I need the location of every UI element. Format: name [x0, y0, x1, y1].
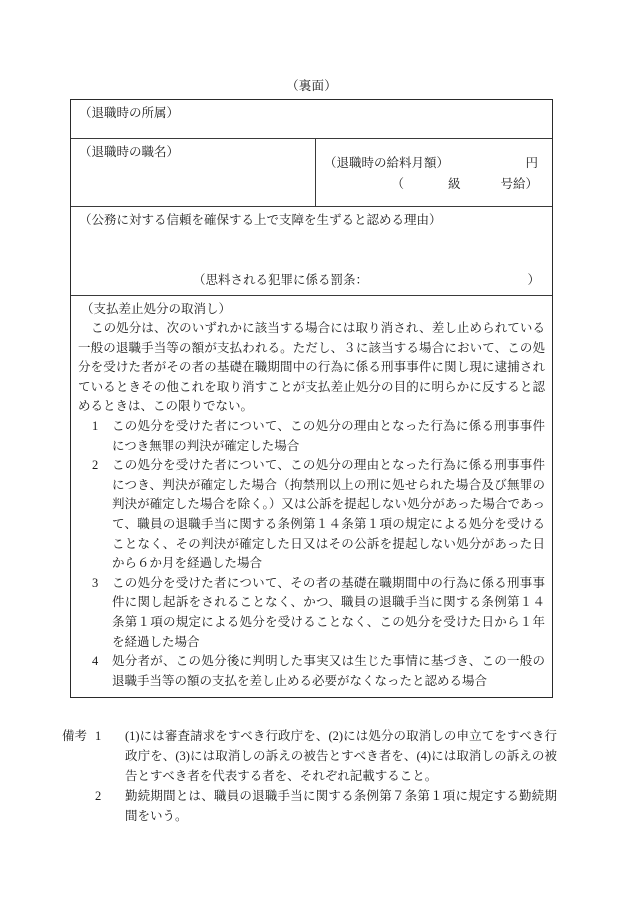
- remarks-label: 備考: [62, 729, 88, 743]
- remarks-section: [62, 726, 557, 826]
- position-label: （退職時の職名）: [71, 139, 316, 206]
- list-item: [78, 574, 545, 652]
- reason-label: （公務に対する信頼を確保する上で支障を生ずると認める理由）: [79, 213, 442, 227]
- cancellation-condition-list: [78, 417, 545, 691]
- cancellation-cell: [71, 296, 552, 697]
- table-row-affiliation: [71, 100, 552, 139]
- table-row-reason: [71, 207, 552, 296]
- list-item-text: 処分者が、この処分後に判明した事実又は生じた事情に基づき、この一般の退職手当等の額の支払を差し止める必要がなくなったと認める場合: [112, 654, 545, 688]
- remark-number: 2: [95, 789, 102, 803]
- remark-item-2: [62, 786, 557, 826]
- list-item-number: 4: [92, 654, 99, 669]
- list-item-number: 3: [92, 575, 99, 590]
- salary-label: （退職時の給料月額）: [324, 156, 450, 170]
- list-item-text: この処分を受けた者について、この処分の理由となった行為に係る刑事事件につき無罪の判決が確定した場合: [112, 418, 545, 453]
- cancellation-paragraph: この処分は、次のいずれかに該当する場合には取り消され、差し止められている一般の退職手当等の額が支払われる。ただし、３に該当する場合において、この処分を受けた者がその者の基礎在職期間中の行為に係る刑事事件に関し現に逮捕されているときその他これを取り消すことが支払差止処分の目的に明らかに反すると認めるときは、この限りでない。: [78, 321, 545, 414]
- list-item: [78, 417, 545, 456]
- list-item-number: 2: [92, 458, 99, 473]
- salary-paren-open: （: [391, 176, 404, 191]
- cancellation-title: （支払差止処分の取消し）: [81, 302, 232, 316]
- salary-step-label: 号給）: [500, 176, 538, 191]
- penal-provision-label: （思料される犯罪に係る罰条：: [193, 272, 369, 287]
- penal-provision-line: [71, 272, 552, 290]
- salary-cell: [316, 139, 552, 206]
- list-item-text: この処分を受けた者について、その者の基礎在職期間中の行為に係る刑事事件に関し起訴をされることなく、かつ、職員の退職手当に関する条例第１４条第１項の規定による処分を受けることなく、この処分を受けた日から１年を経過した場合: [112, 575, 545, 649]
- remark-text: (1)には審査請求をすべき行政庁を、(2)には処分の取消しの申立てをすべき行政庁を、(3)には取消しの訴えの被告とすべき者を、(4)には取消しの訴えの被告とすべき者を代表する者を、それぞれ記載すること。: [125, 729, 557, 783]
- page-side-label: （裏面）: [286, 79, 337, 93]
- retirement-form-table: [70, 99, 553, 698]
- list-item-text: この処分を受けた者について、この処分の理由となった行為に係る刑事事件につき、判決が確定した場合（拘禁刑以上の刑に処せられた場合及び無罪の判決が確定した場合を除く。）又は公訴を提起しない処分があった場合であって、職員の退職手当に関する条例第１４条第１項の規定による処分を受けることなく、その判決が確定した日又はその公訴を提起しない処分があった日から６か月を経過した場合: [112, 458, 545, 571]
- remark-number: 1: [95, 729, 102, 743]
- list-item: [78, 456, 545, 574]
- salary-grade-line: [324, 176, 544, 194]
- salary-amount-line: [324, 155, 544, 173]
- remark-text: 勤続期間とは、職員の退職手当に関する条例第７条第１項に規定する勤続期間をいう。: [125, 789, 557, 823]
- list-item-number: 1: [92, 418, 99, 433]
- affiliation-label: （退職時の所属）: [79, 106, 180, 120]
- salary-grade-label: 級: [447, 176, 461, 191]
- penal-provision-close: ）: [527, 272, 540, 287]
- table-row-cancellation: [71, 296, 552, 697]
- salary-unit-yen: 円: [525, 156, 538, 170]
- remark-item-1: [62, 726, 557, 786]
- table-row-position-salary: [71, 139, 552, 207]
- list-item: [78, 652, 545, 691]
